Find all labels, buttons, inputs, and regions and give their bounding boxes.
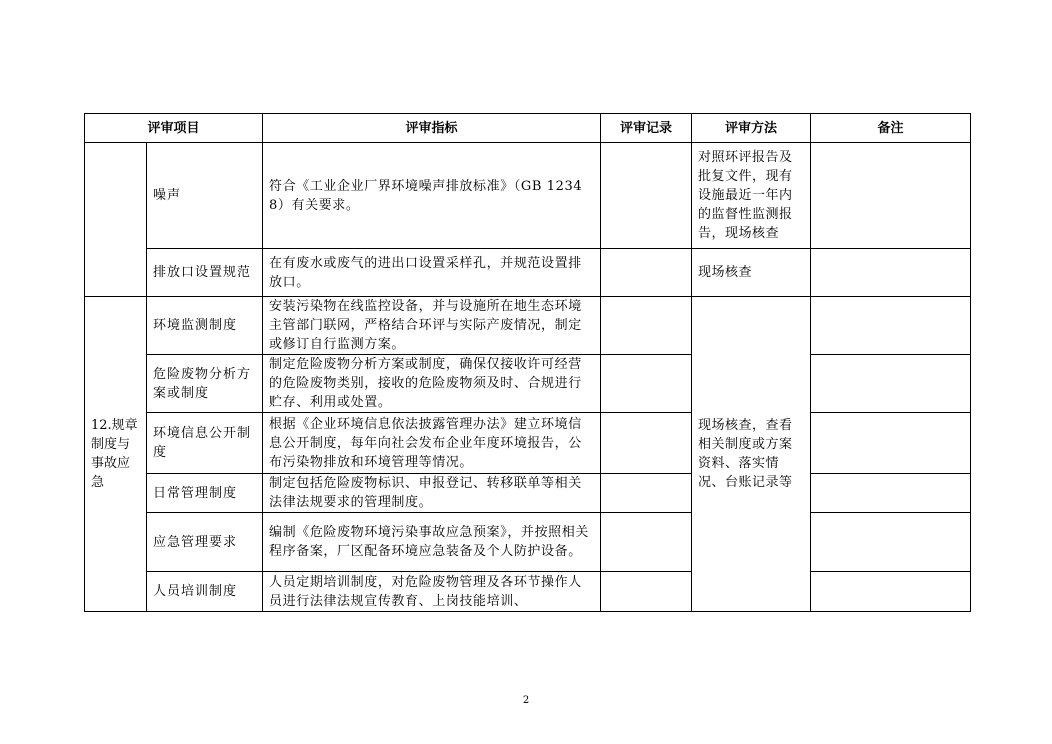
group-method-cell: 现场核查，查看相关制度或方案资料、落实情况、台账记录等 [692, 297, 811, 612]
record-cell [601, 572, 692, 612]
table-row [85, 572, 971, 612]
sub-item-cell: 日常管理制度 [147, 474, 263, 513]
record-cell [601, 143, 692, 249]
indicator-cell: 在有废水或废气的进出口设置采样孔，并规范设置排放口。 [263, 249, 601, 297]
remark-cell [811, 249, 971, 297]
remark-cell [811, 297, 971, 355]
remark-cell [811, 474, 971, 513]
remark-cell [811, 413, 971, 474]
indicator-cell: 制定危险废物分析方案或制度，确保仅接收许可经营的危险废物类别，接收的危险废物须及时、合规进行贮存、利用或处置。 [263, 355, 601, 413]
method-cell: 现场核查 [692, 249, 811, 297]
sub-item-cell: 环境监测制度 [147, 297, 263, 355]
header-item: 评审项目 [85, 114, 263, 143]
sub-item-cell: 噪声 [147, 143, 263, 249]
header-method: 评审方法 [692, 114, 811, 143]
sub-item-cell: 排放口设置规范 [147, 249, 263, 297]
header-record: 评审记录 [601, 114, 692, 143]
record-cell [601, 413, 692, 474]
remark-cell [811, 513, 971, 572]
header-remark: 备注 [811, 114, 971, 143]
table-row [85, 143, 971, 249]
table-row [85, 249, 971, 297]
record-cell [601, 474, 692, 513]
table-row [85, 513, 971, 572]
remark-cell [811, 572, 971, 612]
record-cell [601, 249, 692, 297]
table-row [85, 413, 971, 474]
table-row [85, 474, 971, 513]
sub-item-cell: 危险废物分析方案或制度 [147, 355, 263, 413]
indicator-cell: 编制《危险废物环境污染事故应急预案》，并按照相关程序备案，厂区配备环境应急装备及个人防护设备。 [263, 513, 601, 572]
sub-item-cell: 应急管理要求 [147, 513, 263, 572]
remark-cell [811, 143, 971, 249]
record-cell [601, 297, 692, 355]
group-cell-empty [85, 143, 147, 297]
indicator-cell: 制定包括危险废物标识、申报登记、转移联单等相关法律法规要求的管理制度。 [263, 474, 601, 513]
indicator-cell: 根据《企业环境信息依法披露管理办法》建立环境信息公开制度，每年向社会发布企业年度环境报告，公布污染物排放和环境管理等情况。 [263, 413, 601, 474]
header-row [85, 114, 971, 143]
table-row [85, 355, 971, 413]
remark-cell [811, 355, 971, 413]
record-cell [601, 355, 692, 413]
page-number: 2 [522, 695, 530, 706]
review-table [84, 113, 971, 612]
table-row [85, 297, 971, 355]
sub-item-cell: 人员培训制度 [147, 572, 263, 612]
sub-item-cell: 环境信息公开制度 [147, 413, 263, 474]
indicator-cell: 符合《工业企业厂界环境噪声排放标准》（GB 12348）有关要求。 [263, 143, 601, 249]
record-cell [601, 513, 692, 572]
method-cell: 对照环评报告及批复文件，现有设施最近一年内的监督性监测报告，现场核查 [692, 143, 811, 249]
header-indicator: 评审指标 [263, 114, 601, 143]
indicator-cell: 人员定期培训制度，对危险废物管理及各环节操作人员进行法律法规宣传教育、上岗技能培训、 [263, 572, 601, 612]
group-label-cell: 12.规章制度与事故应急 [85, 297, 147, 612]
indicator-cell: 安装污染物在线监控设备，并与设施所在地生态环境主管部门联网，严格结合环评与实际产废情况，制定或修订自行监测方案。 [263, 297, 601, 355]
